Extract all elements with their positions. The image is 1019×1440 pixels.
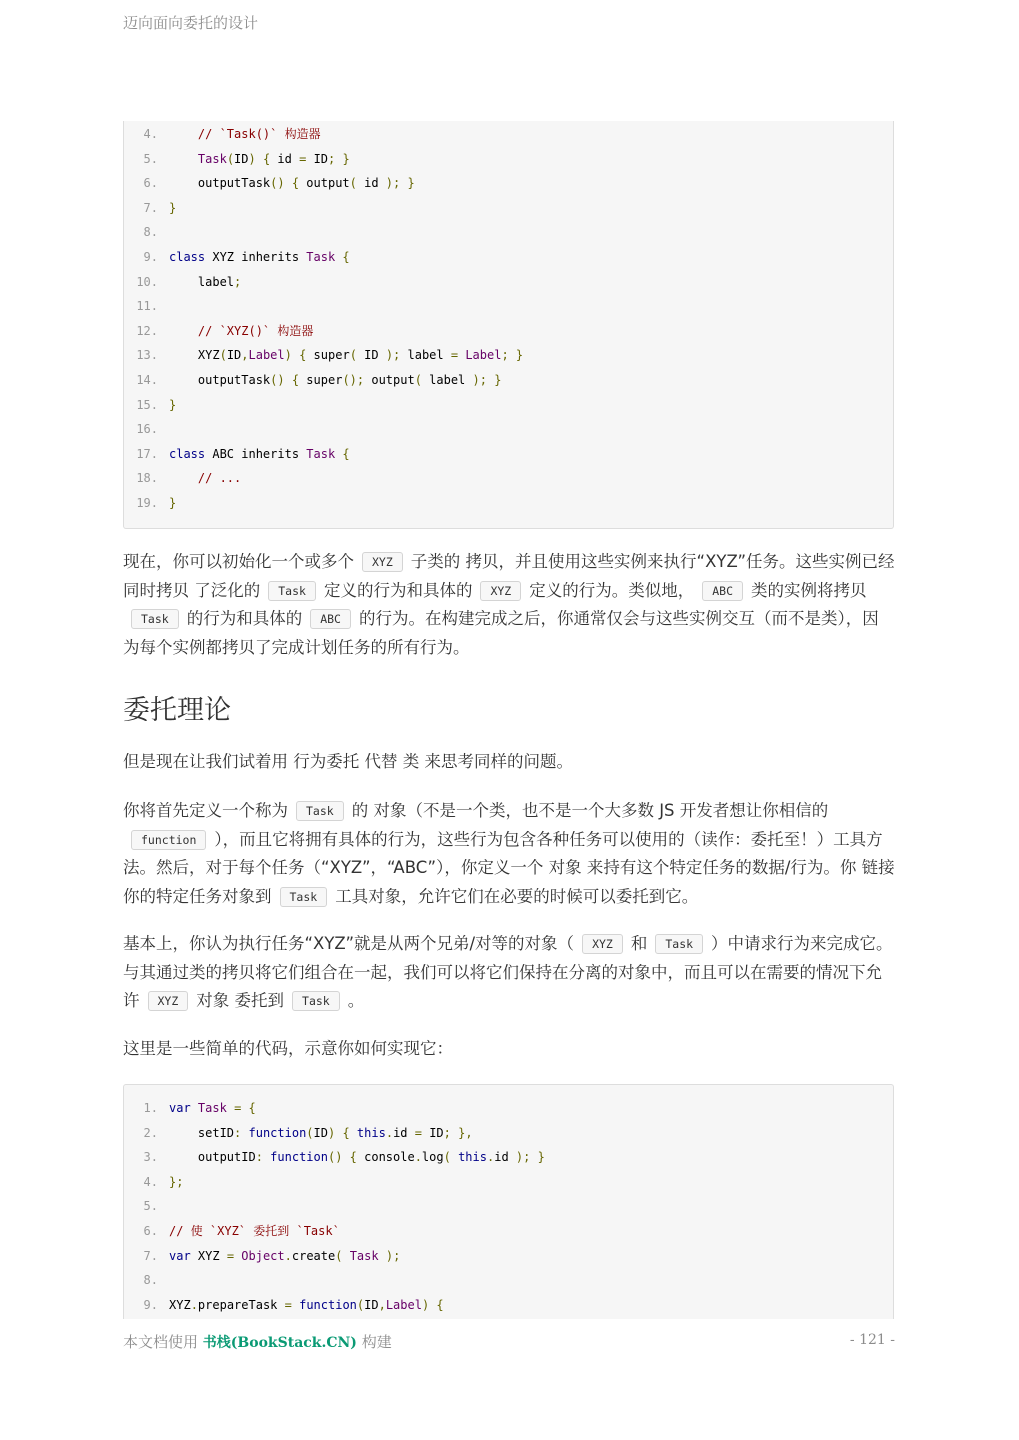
code-token: ( [226,151,235,166]
line-number: 7. [143,1248,158,1263]
code-token: , [378,1297,386,1312]
text-run: 子类的 拷贝，并且使用这些实例来执行“XYZ”任务。这些实例已经 同时拷贝 了泛化的 [123,552,895,600]
inline-code: ABC [702,581,743,601]
code-token: ( [349,348,357,363]
code-token: } [537,1150,545,1165]
inline-code: XYZ [582,934,623,954]
code-token: Label [248,348,285,363]
code-token: XYZ inherits [205,249,307,264]
code-line [124,1170,893,1195]
code-token: ID [421,1125,444,1140]
code-token: ABC inherits [205,446,307,461]
code-block-delegation-example [123,1084,894,1319]
code-token: () [270,176,285,191]
code-line [124,1194,893,1219]
inline-code: Task [296,801,344,821]
line-number: 8. [143,1273,158,1288]
code-token: ID [234,151,249,166]
code-line [124,368,893,393]
code-line [124,491,893,516]
code-line [124,147,893,172]
code-token: Task [349,1248,379,1263]
code-token: ); [472,372,487,387]
code-token: = [299,151,307,166]
code-token: ID [356,348,386,363]
text-run: 定义的行为和具体的 [323,580,473,600]
code-line [124,1219,893,1244]
paragraph-code-intro [123,1035,895,1064]
code-token: }, [458,1125,473,1140]
code-token [256,152,263,166]
line-number: 18. [136,471,158,486]
code-token: . [190,1297,198,1312]
code-line [124,245,893,270]
line-number: 6. [143,176,158,191]
code-token: XYZ [169,348,220,363]
inline-code: Task [655,934,703,954]
code-token: } [515,348,524,363]
code-token: function [270,1150,328,1165]
code-token: ) [248,151,256,166]
code-token: super [299,372,343,387]
code-token: = [234,1101,242,1115]
code-token: Label [385,1297,422,1312]
code-token [451,1150,458,1164]
code-token: . [486,1150,495,1165]
line-number: 13. [136,348,158,363]
code-token: // ... [197,471,242,486]
line-number: 12. [136,323,158,338]
paragraph-class-instances [123,548,895,662]
code-token: ; [501,348,509,363]
code-token: label [421,372,473,387]
code-line [124,220,893,245]
footer-credit [123,1331,392,1352]
text-run: 的行为。在构建完成之后，你通常仅会与这些实例交互（而不是类），因为每个实例都拷贝了完成计划任务的所有行为。 [123,609,879,657]
page-number: - 121 - [849,1332,895,1348]
code-token: id [393,1125,415,1140]
text-run: 定义的行为。类似地， [529,580,695,600]
code-token: ID [313,1125,328,1140]
line-number: 11. [136,299,158,314]
code-token: id [494,1150,516,1165]
section-heading: 委托理论 [123,695,231,726]
code-token [530,1150,537,1164]
code-token: = [414,1125,422,1140]
code-token: label [169,274,235,289]
code-token: this [458,1150,487,1165]
code-token: () [270,372,285,387]
code-token: id [356,176,386,191]
code-token: { [342,446,350,461]
code-token: { [436,1297,444,1312]
code-token: . [385,1125,394,1140]
code-token: class [169,446,206,461]
running-header: 迈向面向委托的设计 [123,14,259,32]
code-token: { [342,249,350,264]
text-run: 现在，你可以初始化一个或多个 [123,552,354,571]
code-token: var [169,1101,191,1115]
code-token [227,1101,234,1115]
code-line [124,1145,893,1170]
code-token: id [270,151,300,166]
line-number: 6. [143,1223,158,1238]
code-token: () [327,1150,343,1165]
code-token [292,1298,299,1312]
inline-code: Task [131,609,179,629]
code-line [124,270,893,295]
code-token [169,152,198,166]
code-token: // `XYZ()` 构造器 [197,323,314,338]
inline-code: Task [292,991,340,1011]
code-token: XYZ [169,1297,191,1312]
code-token: Object [241,1248,285,1263]
code-token: outputTask [169,176,271,191]
line-number: 10. [136,274,158,289]
code-token: } [494,372,502,387]
paragraph-delegation-intro [123,748,895,777]
text-run: 的 对象（不是一个类，也不是一个大多数 JS 开发者想让你相信的 [351,801,829,820]
code-token: Task [197,151,227,166]
code-token: ; [234,274,242,289]
code-line [124,1121,893,1146]
code-token: . [414,1150,422,1165]
code-token: } [169,495,177,510]
code-token: ) [284,348,292,363]
code-token: ID [306,151,329,166]
code-line [124,343,893,368]
code-token [292,348,299,362]
code-token [169,127,198,141]
line-number: 7. [143,200,158,215]
code-line [124,417,893,442]
footer-suffix: 构建 [356,1333,392,1351]
line-number: 8. [143,225,158,240]
code-token [350,1126,357,1140]
code-line [124,171,893,196]
code-token: }; [169,1174,184,1189]
code-token: create [291,1248,336,1263]
text-run: ），而且它将拥有具体的行为，这些行为包含各种任务可以使用的（读作：委托至！）工具方法。然后，对于每个任务（“XYZ”，“ABC”），你定义一个 对象 来持有这个特定任务的数据/行为。你 链接 你的特定任务对象到 [123,829,895,906]
line-number: 15. [136,397,158,412]
code-token [285,373,292,387]
line-number: 4. [143,1174,158,1189]
code-token: ID [226,348,242,363]
code-token: ; [328,151,336,166]
text-run: 和 [630,934,648,953]
code-token: function [299,1297,357,1312]
code-line [124,1293,893,1318]
code-token: = [450,348,459,363]
code-line [124,294,893,319]
text-run: ）中请求行为来完成它。与其通过类的拷贝将它们组合在一起，我们可以将它们保持在分离的对象中，而且可以在需要的情况下允许 [123,934,893,1010]
code-line [124,122,893,147]
code-token: } [169,397,177,412]
line-number: 19. [136,495,158,510]
code-token: : [255,1150,263,1165]
code-token: . [284,1248,292,1263]
code-line [124,196,893,221]
footer-prefix: 本文档使用 [123,1333,203,1351]
line-number: 9. [143,1297,158,1312]
code-token: ID [364,1297,379,1312]
inline-code: ABC [310,609,351,629]
code-token: { [262,151,271,166]
paragraph-peer-objects [123,930,895,1016]
code-token: ); [385,176,401,191]
code-token: } [342,151,350,166]
code-token: } [169,200,177,215]
inline-code: XYZ [480,581,521,601]
bookstack-link[interactable]: 书栈(BookStack.CN) [202,1335,357,1351]
code-token: ( [306,1125,314,1140]
inline-code: XYZ [362,552,403,572]
line-number: 14. [136,372,158,387]
line-number: 3. [143,1150,158,1165]
text-run: 基本上，你认为执行任务“XYZ”就是从两个兄弟/对等的对象（ [123,934,575,953]
code-token: this [356,1125,386,1140]
text-run: 。 [347,991,365,1010]
inline-code: function [131,830,206,850]
code-token: { [291,176,300,191]
code-token: function [248,1125,307,1140]
code-lines [124,1096,893,1317]
code-token [342,1249,349,1263]
code-token: console [356,1150,415,1165]
code-token: Task [306,249,336,264]
code-token: ( [356,1297,365,1312]
text-run: 的行为和具体的 [186,609,303,628]
code-token: setID [169,1125,235,1140]
code-token: : [234,1125,242,1140]
code-token [285,176,292,190]
line-number: 16. [136,422,158,437]
code-token: Task [197,1101,227,1115]
text-run: 你将首先定义一个称为 [123,801,288,820]
code-line [124,393,893,418]
text-run: 对象 委托到 [196,991,285,1010]
code-token: prepareTask [197,1297,285,1312]
code-token [342,1150,349,1164]
code-lines [124,122,893,516]
line-number: 5. [143,151,158,166]
code-token [169,471,198,485]
code-token: ); [515,1150,531,1165]
code-token [509,348,516,362]
code-token: } [407,176,415,191]
code-token: class [169,249,206,264]
code-token [169,324,198,338]
code-token: { [248,1101,256,1115]
code-token: { [299,348,307,363]
code-token: output [364,372,415,387]
code-token: ( [443,1150,451,1165]
code-token: ( [414,372,422,387]
text-run: 这里是一些简单的代码，示意你如何实现它： [123,1039,453,1058]
code-token: label [400,348,451,363]
text-run: 工具对象，允许它们在必要的时候可以委托到它。 [335,886,699,906]
code-token: outputTask [169,372,271,387]
code-token: // 使 `XYZ` 委托到 `Task` [169,1223,340,1238]
code-token [379,1249,386,1263]
code-token: ; [443,1125,451,1140]
code-token: Label [465,348,502,363]
code-token [241,1101,248,1115]
inline-code: XYZ [148,991,189,1011]
code-token: ) [327,1125,336,1140]
code-token: , [241,348,249,363]
code-line [124,442,893,467]
text-run: 类的实例将拷贝 [751,580,867,600]
code-token: = [226,1248,235,1263]
code-token: var [169,1248,191,1263]
code-line [124,466,893,491]
code-token [191,1101,198,1115]
text-run: 但是现在让我们试着用 行为委托 代替 类 来思考同样的问题。 [123,752,573,771]
code-token: ) [421,1297,430,1312]
paragraph-task-object [123,797,895,911]
inline-code: Task [280,887,328,907]
code-token: ( [349,176,357,191]
code-token: ); [385,348,401,363]
code-token: ( [335,1248,343,1263]
code-token: (); [342,372,365,387]
code-line [124,1096,893,1121]
code-token: XYZ [190,1248,227,1263]
line-number: 1. [143,1101,158,1115]
code-token: { [342,1125,350,1140]
code-token: = [284,1297,292,1312]
inline-code: Task [268,581,316,601]
code-token [335,152,342,166]
code-line [124,1244,893,1269]
code-token: Task [306,446,336,461]
code-token: super [306,348,350,363]
code-token [241,1126,248,1140]
line-number: 9. [143,249,158,264]
line-number: 5. [143,1199,158,1214]
code-token: ); [385,1248,401,1263]
code-token: log [421,1150,444,1165]
code-token: ( [219,348,227,363]
code-block-class-example [123,121,894,529]
code-token: { [349,1150,357,1165]
code-line [124,319,893,344]
line-number: 4. [143,127,158,141]
code-line [124,1268,893,1293]
code-token: output [299,176,350,191]
code-token: outputID [169,1150,256,1165]
line-number: 2. [143,1125,158,1140]
line-number: 17. [136,446,158,461]
code-token: // `Task()` 构造器 [197,127,321,141]
code-token: { [291,372,300,387]
